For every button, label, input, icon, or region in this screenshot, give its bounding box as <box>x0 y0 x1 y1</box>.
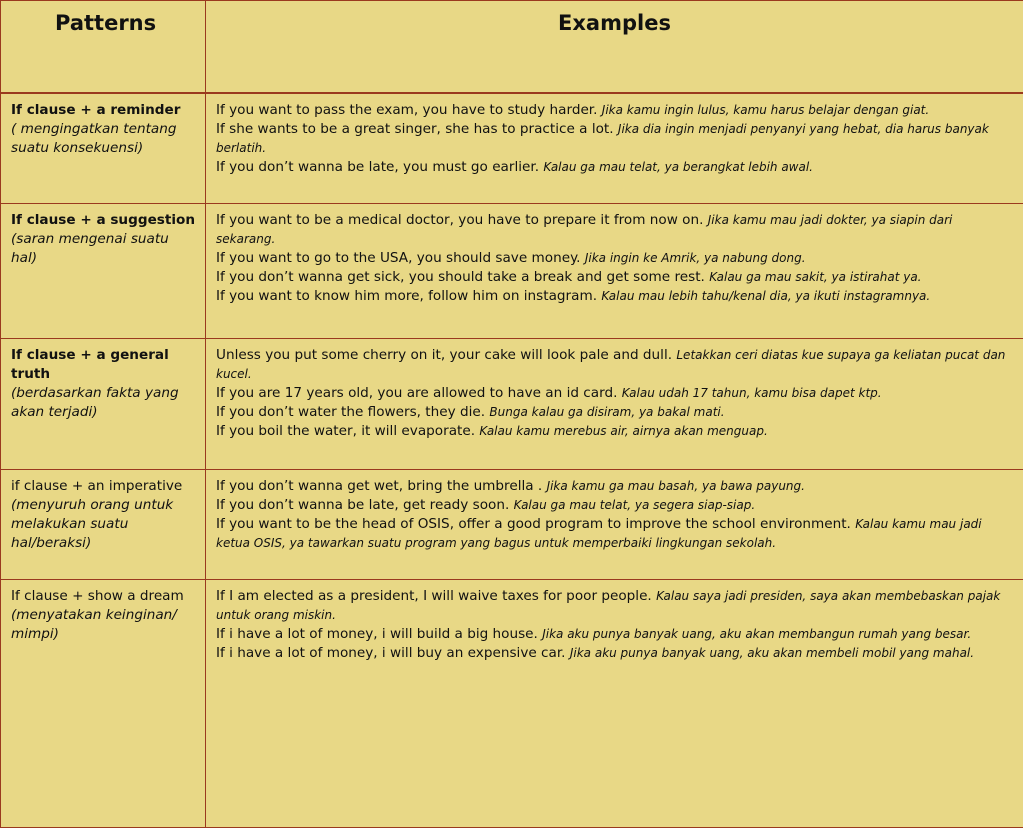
example-line <box>216 587 1015 625</box>
examples-cell <box>206 338 1023 469</box>
pattern-name: If clause + a suggestion <box>11 211 197 230</box>
example-line <box>216 384 1015 403</box>
pattern-desc: (menyuruh orang untuk melakukan suatu hal/beraksi) <box>11 496 197 553</box>
example-en: If you want to know him more, follow him on instagram. <box>216 288 601 304</box>
examples-cell <box>206 203 1023 338</box>
example-line <box>216 268 1015 287</box>
example-id: Kalau saya jadi presiden, saya akan membebaskan pajak untuk orang miskin. <box>216 589 1000 622</box>
example-line <box>216 644 1015 663</box>
example-en: If you don’t wanna get sick, you should take a break and get some rest. <box>216 269 709 285</box>
example-line <box>216 496 1015 515</box>
table-row <box>1 93 1023 203</box>
table-row <box>1 579 1023 827</box>
example-id: Kalau ga mau telat, ya segera siap-siap. <box>514 498 756 512</box>
pattern-cell <box>1 579 206 827</box>
example-id: Kalau kamu mau jadi ketua OSIS, ya tawarkan suatu program yang bagus untuk memperbaiki lingkungan sekolah. <box>216 517 982 550</box>
examples-cell <box>206 579 1023 827</box>
pattern-cell <box>1 93 206 203</box>
example-id: Kalau ga mau sakit, ya istirahat ya. <box>709 270 921 284</box>
example-id: Kalau mau lebih tahu/kenal dia, ya ikuti instagramnya. <box>601 289 930 303</box>
pattern-desc: (menyatakan keinginan/ mimpi) <box>11 606 197 644</box>
example-en: If you want to be a medical doctor, you have to prepare it from now on. <box>216 212 708 228</box>
example-en: If you want to go to the USA, you should save money. <box>216 250 585 266</box>
example-id: Jika kamu ingin lulus, kamu harus belajar dengan giat. <box>602 103 929 117</box>
table-row <box>1 469 1023 579</box>
example-en: If i have a lot of money, i will build a big house. <box>216 626 542 642</box>
example-en: If I am elected as a president, I will waive taxes for poor people. <box>216 588 656 604</box>
example-en: If she wants to be a great singer, she has to practice a lot. <box>216 121 618 137</box>
table-row <box>1 338 1023 469</box>
pattern-cell <box>1 338 206 469</box>
examples-cell <box>206 93 1023 203</box>
example-en: If i have a lot of money, i will buy an expensive car. <box>216 645 570 661</box>
pattern-cell <box>1 203 206 338</box>
pattern-desc: (saran mengenai suatu hal) <box>11 230 197 268</box>
example-line <box>216 120 1015 158</box>
example-en: If you want to pass the exam, you have to study harder. <box>216 102 602 118</box>
example-en: If you are 17 years old, you are allowed to have an id card. <box>216 385 622 401</box>
example-line <box>216 346 1015 384</box>
example-line <box>216 625 1015 644</box>
pattern-name: If clause + a reminder <box>11 101 197 120</box>
example-line <box>216 515 1015 553</box>
example-line <box>216 403 1015 422</box>
example-line <box>216 249 1015 268</box>
example-en: If you don’t wanna be late, you must go earlier. <box>216 159 543 175</box>
pattern-cell <box>1 469 206 579</box>
header-patterns: Patterns <box>1 1 206 94</box>
header-examples: Examples <box>206 1 1023 94</box>
example-en: If you boil the water, it will evaporate. <box>216 423 479 439</box>
table-row <box>1 203 1023 338</box>
example-line <box>216 158 1015 177</box>
example-id: Jika kamu ga mau basah, ya bawa payung. <box>547 479 805 493</box>
example-en: If you don’t wanna be late, get ready soon. <box>216 497 514 513</box>
example-id: Jika aku punya banyak uang, aku akan membangun rumah yang besar. <box>542 627 971 641</box>
example-id: Jika aku punya banyak uang, aku akan membeli mobil yang mahal. <box>570 646 974 660</box>
examples-cell <box>206 469 1023 579</box>
example-id: Jika kamu mau jadi dokter, ya siapin dari sekarang. <box>216 213 952 246</box>
pattern-desc: (berdasarkan fakta yang akan terjadi) <box>11 384 197 422</box>
example-line <box>216 422 1015 441</box>
pattern-name: If clause + a general truth <box>11 346 197 384</box>
example-line <box>216 211 1015 249</box>
pattern-desc: ( mengingatkan tentang suatu konsekuensi) <box>11 120 197 158</box>
example-en: Unless you put some cherry on it, your cake will look pale and dull. <box>216 347 676 363</box>
example-en: If you want to be the head of OSIS, offer a good program to improve the school environment. <box>216 516 855 532</box>
example-line <box>216 101 1015 120</box>
example-id: Letakkan ceri diatas kue supaya ga keliatan pucat dan kucel. <box>216 348 1005 381</box>
example-line <box>216 287 1015 306</box>
example-line <box>216 477 1015 496</box>
example-en: If you don’t wanna get wet, bring the umbrella . <box>216 478 547 494</box>
example-id: Jika dia ingin menjadi penyanyi yang hebat, dia harus banyak berlatih. <box>216 122 989 155</box>
example-id: Kalau kamu merebus air, airnya akan menguap. <box>479 424 767 438</box>
example-en: If you don’t water the flowers, they die. <box>216 404 489 420</box>
pattern-name: if clause + an imperative <box>11 477 197 496</box>
example-id: Jika ingin ke Amrik, ya nabung dong. <box>585 251 806 265</box>
header-row <box>1 1 1023 94</box>
example-id: Kalau ga mau telat, ya berangkat lebih awal. <box>543 160 813 174</box>
example-id: Bunga kalau ga disiram, ya bakal mati. <box>489 405 724 419</box>
pattern-name: If clause + show a dream <box>11 587 197 606</box>
example-id: Kalau udah 17 tahun, kamu bisa dapet ktp. <box>622 386 882 400</box>
